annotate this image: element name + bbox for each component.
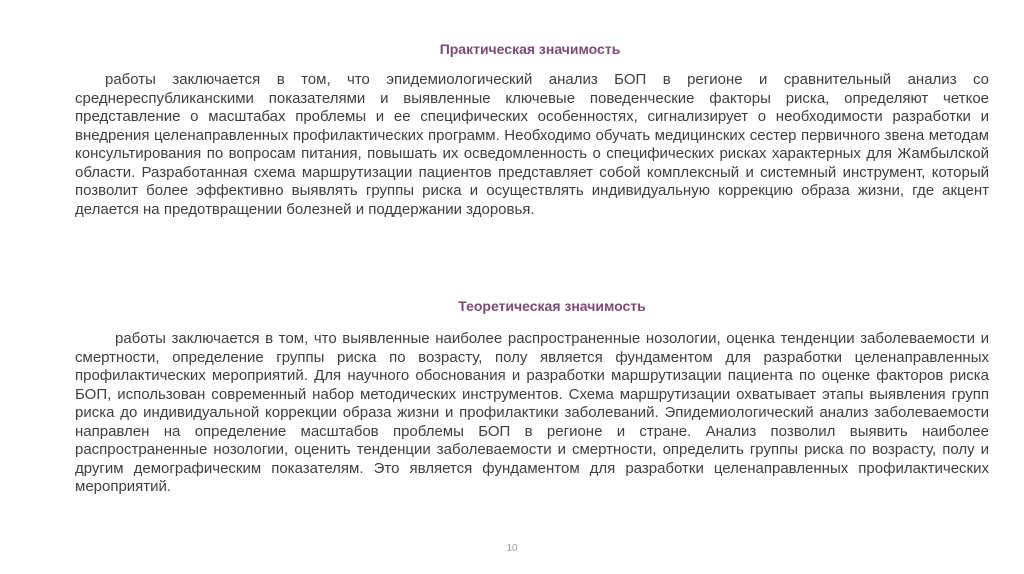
page-number: 10 — [506, 543, 518, 554]
practical-significance-text: работы заключается в том, что эпидемиологический анализ БОП в регионе и сравнительный анализ со среднереспубликанскими показателями и выявленные ключевые поведенческие факторы риска, определяют четкое представление о масштабах проблемы и ее специфических особенностях, сигнализирует о необходимости разработки и внедрения целенаправленных профилактических программ. Необходимо обучать медицинских сестер первичного звена методам консультирования по вопросам питания, повышать их осведомленность о специфических рисках характерных для Жамбылской области. Разработанная схема маршрутизации пациентов представляет собой комплексный и системный инструмент, который позволит более эффективно выявлять группы риска и осуществлять индивидуальную коррекцию образа жизни, где акцент делается на предотвращении болезней и поддержании здоровья. — [75, 71, 989, 218]
practical-significance-title: Практическая значимость — [439, 41, 621, 57]
theoretical-significance-text: работы заключается в том, что выявленные наиболее распространенные нозологии, оценка тенденции заболеваемости и смертности, определение группы риска по возрасту, полу является фундаментом для разработки целенаправленных профилактических мероприятий. Для научного обоснования и разработки маршрутизации пациента по оценке факторов риска БОП, использован современный набор методических инструментов. Схема маршрутизации охватывает этапы выявления групп риска до индивидуальной коррекции образа жизни и профилактики заболеваний. Эпидемиологический анализ заболеваемости направлен на определение масштабов проблемы БОП в регионе и стране. Анализ позволил выявить наиболее распространенные нозологии, оценить тенденции заболеваемости и смертности, определить группы риска по возрасту, полу и другим демографическим показателям. Это является фундаментом для разработки целенаправленных профилактических мероприятий. — [75, 330, 989, 495]
theoretical-significance-title: Теоретическая значимость — [458, 298, 646, 314]
